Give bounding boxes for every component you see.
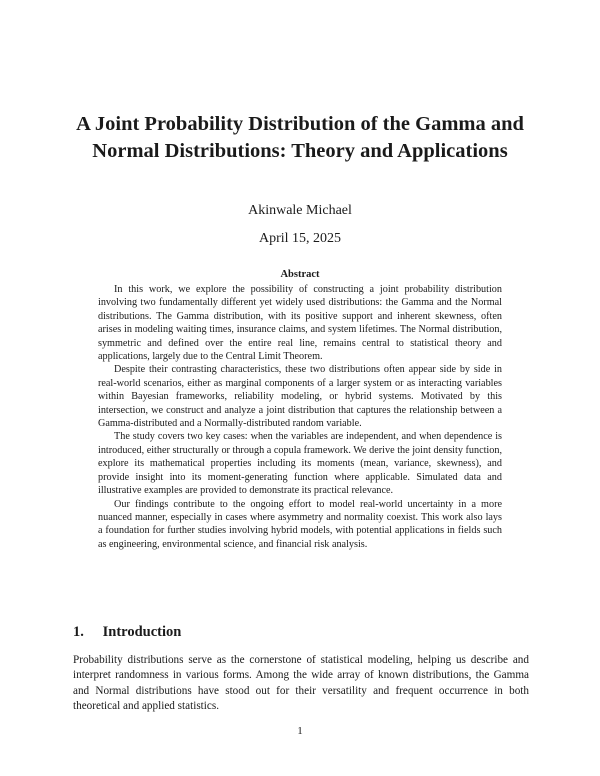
abstract-paragraph: Despite their contrasting characteristics, these two distributions often appear side by side in real-world scenarios, either as marginal components of a larger system or as interacting variables within Bayesian frameworks, reliability modeling, or hybrid systems. Motivated by this intersection, we construct and analyze a joint distribution that captures the relationship between a Gamma-distributed and a Normally-distributed random variable. (98, 364, 502, 430)
abstract-heading: Abstract (280, 269, 320, 280)
abstract-body (98, 283, 502, 551)
section-title: Introduction (102, 624, 182, 640)
abstract-paragraph: The study covers two key cases: when the variables are independent, and when dependence is introduced, either structurally or through a copula framework. We derive the joint density function, explore its mathematical properties including its moments (mean, variance, skewness), and provide insight into its moment-generating function where applicable. Simulated data and illustrative examples are provided to demonstrate its practical relevance. (98, 431, 502, 497)
abstract-paragraph: Our findings contribute to the ongoing effort to model real-world uncertainty in a more nuanced manner, especially in cases where asymmetry and normality coexist. This work also lays a foundation for further studies involving hybrid models, with potential applications in fields such as engineering, environmental science, and financial risk analysis. (98, 498, 502, 550)
section-heading (73, 622, 181, 642)
page-number: 1 (297, 725, 303, 737)
section-number: 1. (73, 624, 84, 640)
section-paragraph: Probability distributions serve as the cornerstone of statistical modeling, helping us describe and interpret randomness in various forms. Among the wide array of known distributions, the Gamma and Normal distributions have stood out for their versatility and frequent occurrence in both theoretical and applied statistics. (73, 654, 529, 713)
paper-title: A Joint Probability Distribution of the Gamma and Normal Distributions: Theory and Applications (76, 113, 524, 162)
author-name: Akinwale Michael (248, 203, 352, 218)
publication-date: April 15, 2025 (258, 231, 342, 246)
abstract-paragraph: In this work, we explore the possibility of constructing a joint probability distribution involving two fundamentally different yet widely used distributions: the Gamma and the Normal distributions. The Gamma distribution, with its positive support and inherent skewness, often arises in modeling waiting times, insurance claims, and system lifetimes. The Normal distribution, symmetric and defined over the entire real line, remains central to statistical theory and applications, largely due to the Central Limit Theorem. (98, 284, 502, 363)
section-body (73, 653, 529, 715)
